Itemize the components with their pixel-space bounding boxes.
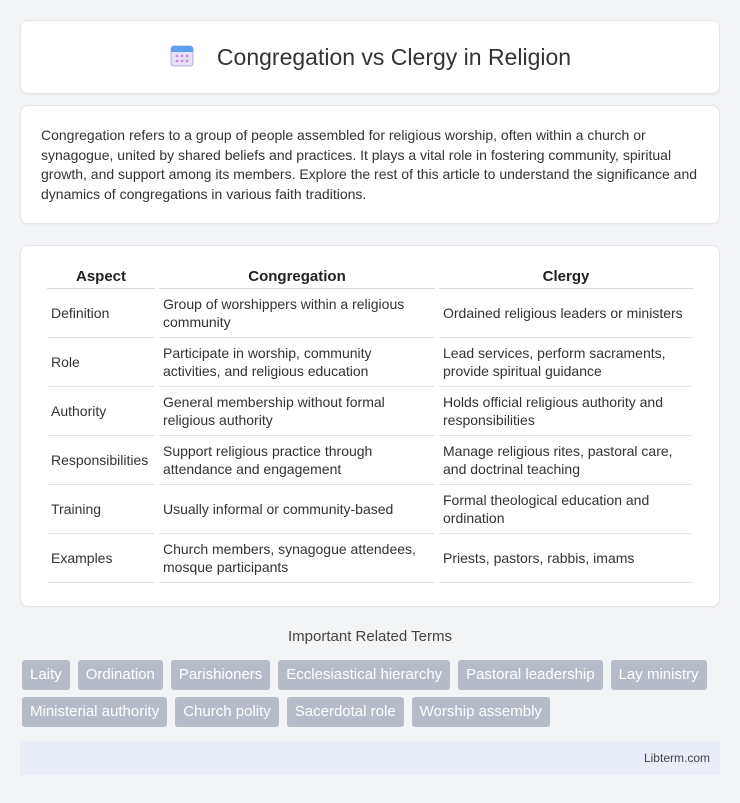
comparison-table-card <box>20 245 720 607</box>
cell-aspect: Definition <box>47 289 155 338</box>
cell-clergy: Manage religious rites, pastoral care, and doctrinal teaching <box>439 436 693 485</box>
cell-congregation: General membership without formal religious authority <box>159 387 435 436</box>
cell-aspect: Role <box>47 338 155 387</box>
intro-card <box>20 105 720 224</box>
cell-congregation: Group of worshippers within a religious community <box>159 289 435 338</box>
table-header-row <box>47 264 693 289</box>
comparison-table <box>43 264 697 583</box>
tag-pastoral-leadership[interactable]: Pastoral leadership <box>458 660 602 690</box>
cell-congregation: Participate in worship, community activities, and religious education <box>159 338 435 387</box>
related-terms-title: Important Related Terms <box>288 628 452 645</box>
cell-aspect: Training <box>47 485 155 534</box>
tag-laity[interactable]: Laity <box>22 660 70 690</box>
tag-sacerdotal-role[interactable]: Sacerdotal role <box>287 697 404 727</box>
header-congregation: Congregation <box>159 264 435 289</box>
tag-worship-assembly[interactable]: Worship assembly <box>412 697 550 727</box>
cell-clergy: Holds official religious authority and responsibilities <box>439 387 693 436</box>
tag-church-polity[interactable]: Church polity <box>175 697 279 727</box>
header-card <box>20 20 720 94</box>
cell-aspect: Authority <box>47 387 155 436</box>
table-row <box>47 338 693 387</box>
cell-clergy: Priests, pastors, rabbis, imams <box>439 534 693 583</box>
table-row <box>47 485 693 534</box>
calendar-icon <box>169 42 195 73</box>
cell-congregation: Church members, synagogue attendees, mosque participants <box>159 534 435 583</box>
header-clergy: Clergy <box>439 264 693 289</box>
table-row <box>47 534 693 583</box>
page-title: Congregation vs Clergy in Religion <box>216 43 572 70</box>
cell-clergy: Formal theological education and ordination <box>439 485 693 534</box>
table-row <box>47 289 693 338</box>
intro-text: Congregation refers to a group of people assembled for religious worship, often within a church or synagogue, united by shared beliefs and practices. It plays a vital role in fostering community, spiritual growth, and support among its members. Explore the rest of this article to understand the significance and dynamics of congregations in various faith traditions. <box>41 127 698 202</box>
cell-aspect: Examples <box>47 534 155 583</box>
table-row <box>47 436 693 485</box>
cell-clergy: Lead services, perform sacraments, provide spiritual guidance <box>439 338 693 387</box>
tag-ecclesiastical-hierarchy[interactable]: Ecclesiastical hierarchy <box>278 660 450 690</box>
footer-brand-link[interactable]: Libterm.com <box>643 751 710 765</box>
tag-ordination[interactable]: Ordination <box>78 660 163 690</box>
cell-congregation: Support religious practice through attendance and engagement <box>159 436 435 485</box>
header-aspect: Aspect <box>47 264 155 289</box>
related-terms-tags <box>22 660 718 727</box>
tag-lay-ministry[interactable]: Lay ministry <box>611 660 707 690</box>
cell-clergy: Ordained religious leaders or ministers <box>439 289 693 338</box>
footer <box>20 741 720 775</box>
table-row <box>47 387 693 436</box>
cell-aspect: Responsibilities <box>47 436 155 485</box>
cell-congregation: Usually informal or community-based <box>159 485 435 534</box>
tag-ministerial-authority[interactable]: Ministerial authority <box>22 697 167 727</box>
tag-parishioners[interactable]: Parishioners <box>171 660 270 690</box>
